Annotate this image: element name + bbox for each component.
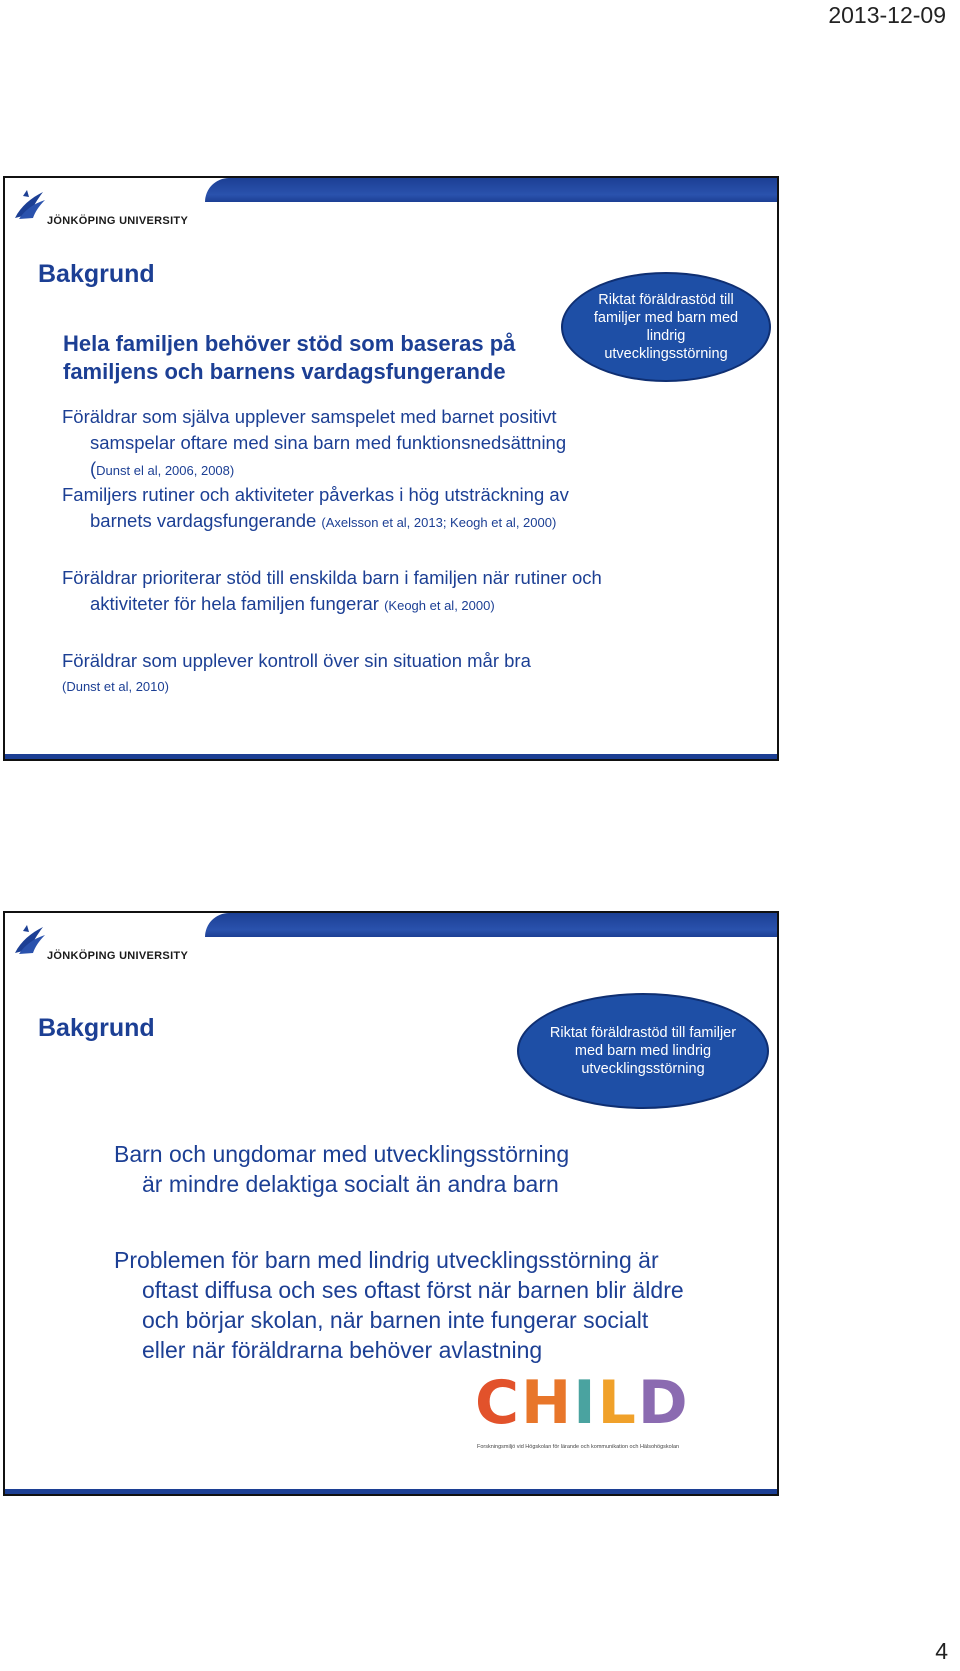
child-logo-letter: L	[597, 1368, 636, 1438]
child-logo	[475, 1368, 690, 1458]
bullet-3-line-1: Föräldrar prioriterar stöd till enskilda barn i familjen när rutiner och	[62, 567, 602, 588]
slide-bottom-bar	[5, 754, 777, 759]
university-logo	[11, 188, 191, 236]
bullet-2	[62, 482, 569, 536]
bullet-1	[62, 404, 566, 484]
child-logo-letters	[475, 1368, 688, 1438]
slide-header	[5, 178, 777, 238]
slide-title: Bakgrund	[38, 260, 155, 288]
slide-bottom-bar	[5, 1489, 777, 1494]
logo-text: JÖNKÖPING UNIVERSITY	[47, 215, 189, 227]
bullet-2-line-2-wrap	[62, 508, 569, 536]
page-number: 4	[935, 1638, 948, 1664]
bullet-1	[114, 1139, 569, 1199]
bullet-1-line-1: Föräldrar som själva upplever samspelet med barnet positivt	[62, 406, 557, 427]
bullet-1-line-1: Barn och ungdomar med utvecklingsstörning	[114, 1141, 570, 1167]
header-stripe	[205, 913, 777, 937]
subtitle-line-2: familjens och barnens vardagsfungerande	[63, 359, 506, 384]
bullet-2-line-1: Familjers rutiner och aktiviteter påverkas i hög utsträckning av	[62, 484, 569, 505]
university-logo	[11, 923, 191, 971]
bullet-2-reference: (Axelsson et al, 2013; Keogh et al, 2000)	[321, 515, 557, 530]
slide-title: Bakgrund	[38, 1014, 155, 1042]
bird-emblem-icon	[13, 188, 47, 222]
child-logo-letter: H	[521, 1368, 572, 1438]
bullet-2-line-3: och börjar skolan, när barnen inte fungerar socialt	[142, 1307, 649, 1333]
slide-1	[3, 176, 779, 761]
bullet-3-reference: (Keogh et al, 2000)	[384, 598, 495, 613]
page-date: 2013-12-09	[828, 2, 946, 28]
child-logo-letter: I	[573, 1368, 596, 1438]
bullet-3	[62, 565, 602, 619]
slide-header	[5, 913, 777, 973]
child-logo-caption: Forskningsmiljö vid Högskolan för lärande och kommunikation och Hälsohögskolan	[477, 1444, 680, 1450]
bullet-1-reference: Dunst el al, 2006, 2008)	[96, 463, 235, 478]
slide-2	[3, 911, 779, 1496]
bullet-2-line-4: eller när föräldrarna behöver avlastning	[142, 1337, 543, 1363]
bullet-4-line-1: Föräldrar som upplever kontroll över sin situation mår bra	[62, 650, 531, 671]
bullet-3-line-2: aktiviteter för hela familjen fungerar	[90, 593, 379, 614]
header-stripe	[205, 178, 777, 202]
bullet-3-line-2-wrap	[62, 591, 602, 619]
logo-text: JÖNKÖPING UNIVERSITY	[47, 950, 189, 962]
bullet-1-line-2: är mindre delaktiga socialt än andra barn	[142, 1171, 559, 1197]
bullet-1-line-2: samspelar oftare med sina barn med funktionsnedsättning	[90, 432, 567, 453]
child-logo-letter: C	[475, 1368, 520, 1438]
bullet-4	[62, 648, 531, 700]
bird-emblem-icon	[13, 923, 47, 957]
target-group-badge: Riktat föräldrastöd till familjer med barn med lindrig utvecklingsstörning	[517, 993, 769, 1109]
bullet-2-line-2: oftast diffusa och ses oftast först när barnen blir äldre	[142, 1277, 684, 1303]
target-group-badge: Riktat föräldrastöd till familjer med barn med lindrig utvecklingsstörning	[561, 272, 771, 382]
bullet-2-line-1: Problemen för barn med lindrig utvecklingsstörning är	[114, 1247, 659, 1273]
bullet-2	[114, 1245, 684, 1365]
bullet-4-reference: (Dunst et al, 2010)	[62, 679, 169, 694]
child-logo-letter: D	[637, 1368, 688, 1438]
slide-subtitle	[63, 330, 563, 386]
bullet-1-paren: (	[90, 458, 97, 479]
bullet-2-line-2: barnets vardagsfungerande	[90, 510, 317, 531]
subtitle-line-1: Hela familjen behöver stöd som baseras på	[63, 331, 516, 356]
bullet-1-line-3	[62, 456, 566, 484]
